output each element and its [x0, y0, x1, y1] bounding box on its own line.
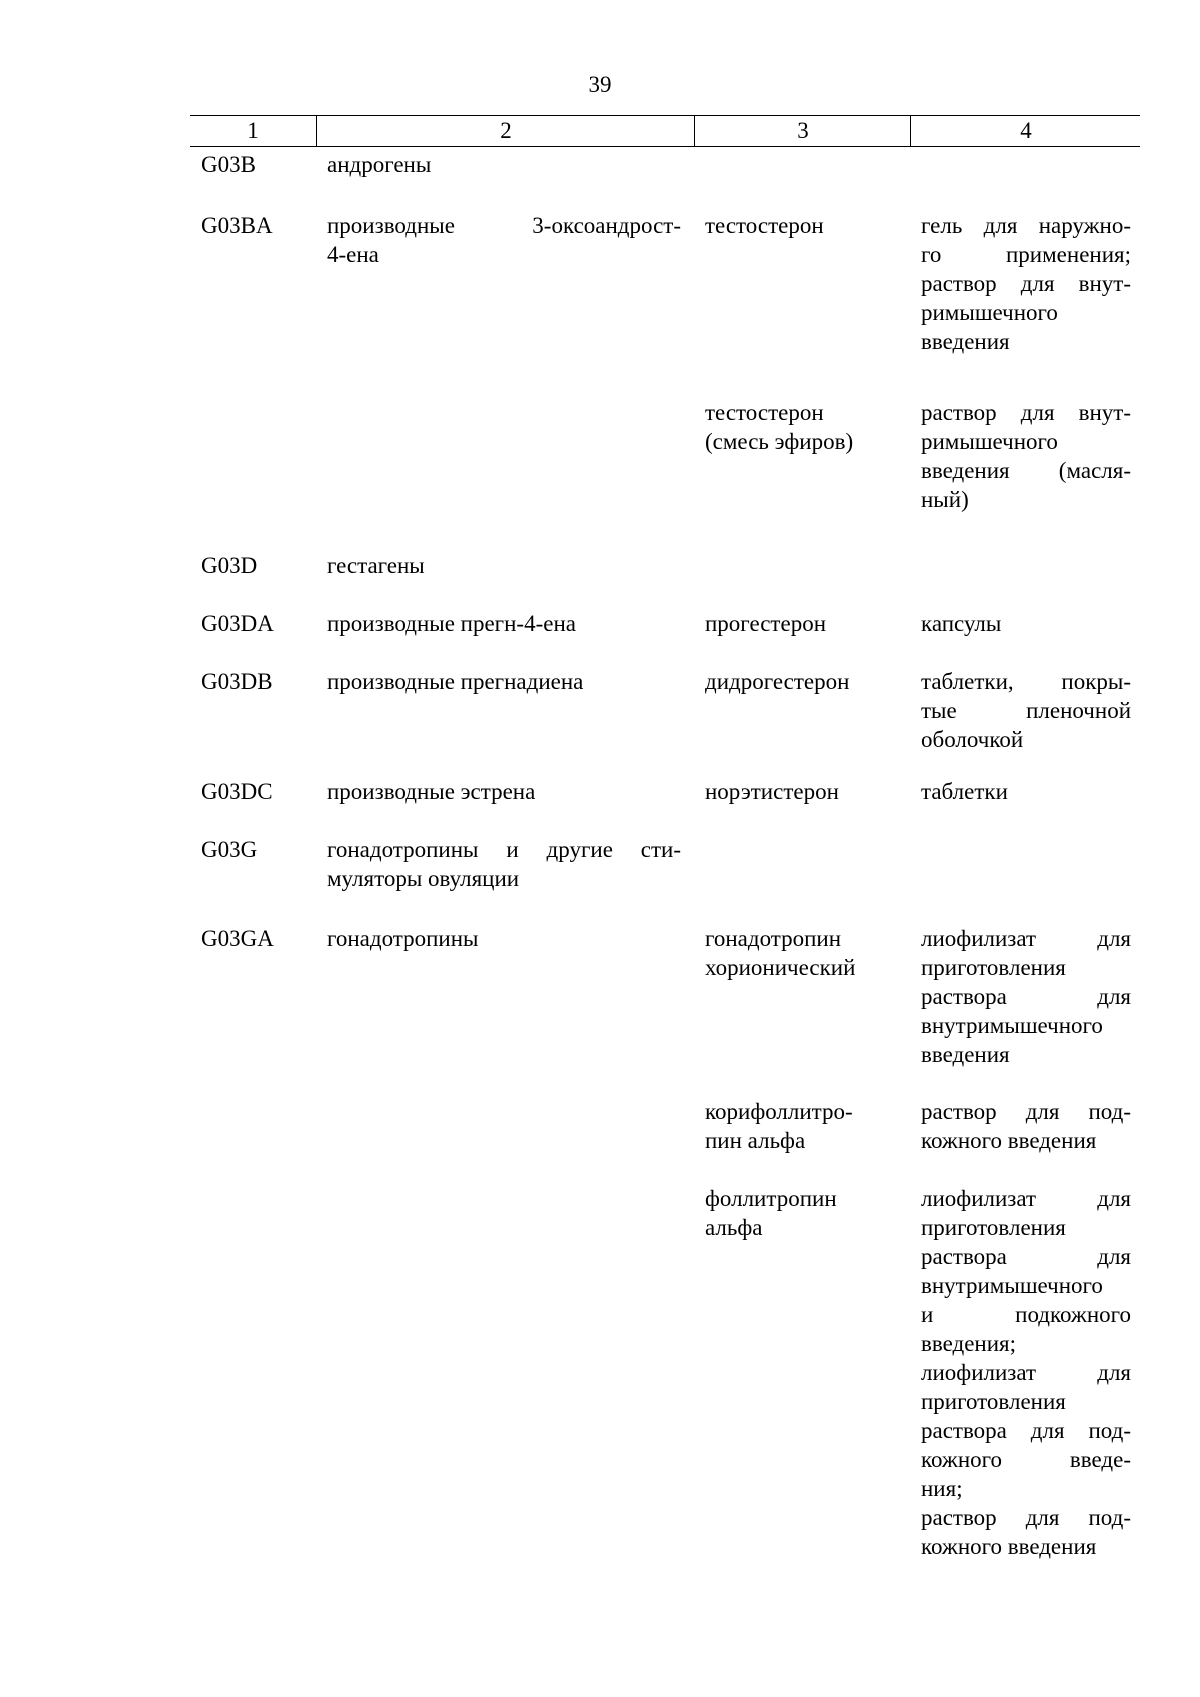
cell-code: G03DB: [201, 669, 273, 694]
page-number: 39: [588, 72, 612, 97]
cell-drug-line: хорионический: [705, 955, 856, 980]
cell-form-line: раствор для внут-: [921, 400, 1131, 425]
cell-form-line: введения;: [921, 1331, 1016, 1356]
cell-group-line: производные прегнадиена: [327, 669, 584, 694]
cell-form-line: римышечного: [921, 300, 1058, 325]
cell-form-line: раствора для: [921, 1244, 1131, 1269]
cell-form-line: таблетки, покры-: [921, 669, 1131, 694]
cell-drug-line: (смесь эфиров): [705, 429, 854, 454]
table-header: [190, 115, 1140, 147]
cell-group-line: гонадотропины и другие сти-: [327, 837, 681, 862]
cell-form-line: лиофилизат для: [921, 1186, 1131, 1211]
cell-drug-line: прогестерон: [705, 611, 826, 636]
cell-group-line: гонадотропины: [327, 926, 479, 951]
cell-group-line: производные эстрена: [327, 779, 536, 804]
cell-drug-line: гонадотропин: [705, 926, 842, 951]
header-col-3: 3: [694, 116, 911, 146]
cell-form-line: раствор для внут-: [921, 271, 1131, 296]
cell-drug: [705, 609, 885, 638]
cell-drug-line: тестостерон: [705, 400, 824, 425]
cell-drug: [705, 1097, 885, 1155]
cell-form: [921, 1097, 1131, 1155]
cell-code: G03G: [201, 837, 258, 862]
cell-form-line: приготовления: [921, 1389, 1066, 1414]
cell-form: [921, 777, 1131, 806]
cell-form-line: внутримышечного: [921, 1273, 1103, 1298]
cell-drug: [705, 924, 885, 982]
cell-form-line: таблетки: [921, 779, 1008, 804]
cell-form-line: раствор для под-: [921, 1505, 1131, 1530]
cell-group: [327, 924, 681, 953]
cell-code: G03GA: [201, 926, 274, 951]
cell-form: [921, 924, 1131, 1069]
cell-group: [327, 667, 681, 696]
cell-group: [327, 150, 681, 179]
cell-code: G03DA: [201, 611, 274, 636]
cell-form-line: лиофилизат для: [921, 926, 1131, 951]
cell-form-line: капсулы: [921, 611, 1002, 636]
cell-drug-line: тестостерон: [705, 213, 824, 238]
cell-group: [327, 835, 681, 893]
header-col-2: 2: [316, 116, 695, 146]
cell-drug: [705, 211, 885, 240]
cell-form-line: оболочкой: [921, 727, 1024, 752]
cell-form-line: введения (масля-: [921, 458, 1131, 483]
cell-form-line: введения: [921, 1042, 1010, 1067]
cell-form-line: введения: [921, 329, 1010, 354]
cell-form: [921, 667, 1131, 754]
cell-form-line: и подкожного: [921, 1302, 1131, 1327]
cell-form-line: приготовления: [921, 1215, 1066, 1240]
header-col-4: 4: [910, 116, 1141, 146]
cell-group-line: 4-ена: [327, 242, 379, 267]
cell-drug-line: дидрогестерон: [705, 669, 850, 694]
cell-form-line: го применения;: [921, 242, 1131, 267]
cell-group: [327, 551, 681, 580]
cell-form-line: тые пленочной: [921, 698, 1131, 723]
cell-form-line: раствора для под-: [921, 1418, 1131, 1443]
cell-form-line: лиофилизат для: [921, 1360, 1131, 1385]
cell-form-line: кожного введения: [921, 1534, 1097, 1559]
cell-form-line: раствора для: [921, 984, 1131, 1009]
cell-drug: [705, 1184, 885, 1242]
cell-group: [327, 777, 681, 806]
cell-form-line: ный): [921, 487, 969, 512]
header-col-1: 1: [247, 118, 259, 143]
cell-form-line: приготовления: [921, 955, 1066, 980]
cell-code: G03BA: [201, 213, 273, 238]
cell-form-line: кожного введе-: [921, 1447, 1131, 1472]
cell-code: G03D: [201, 553, 258, 578]
cell-drug-line: норэтистерон: [705, 779, 839, 804]
cell-drug: [705, 398, 885, 456]
cell-drug: [705, 667, 885, 696]
cell-group-line: андрогены: [327, 152, 432, 177]
cell-form: [921, 609, 1131, 638]
cell-group-line: гестагены: [327, 553, 425, 578]
cell-code: G03B: [201, 152, 256, 177]
cell-group: [327, 609, 681, 638]
cell-form-line: гель для наружно-: [921, 213, 1131, 238]
cell-form-line: внутримышечного: [921, 1013, 1103, 1038]
cell-group-line: производные прегн-4-ена: [327, 611, 576, 636]
cell-form-line: ния;: [921, 1476, 963, 1501]
cell-code: G03DC: [201, 779, 273, 804]
cell-group-line: муляторы овуляции: [327, 866, 520, 891]
cell-group: [327, 211, 681, 269]
cell-drug-line: фоллитропин: [705, 1186, 837, 1211]
cell-drug-line: пин альфа: [705, 1128, 806, 1153]
cell-drug-line: корифоллитро-: [705, 1099, 853, 1124]
cell-form-line: римышечного: [921, 429, 1058, 454]
cell-form-line: раствор для под-: [921, 1099, 1131, 1124]
cell-group-line: производные 3-оксоандрост-: [327, 213, 681, 238]
cell-form: [921, 1184, 1131, 1561]
cell-drug: [705, 777, 885, 806]
cell-form: [921, 398, 1131, 514]
cell-form: [921, 211, 1131, 356]
cell-drug-line: альфа: [705, 1215, 763, 1240]
cell-form-line: кожного введения: [921, 1128, 1097, 1153]
